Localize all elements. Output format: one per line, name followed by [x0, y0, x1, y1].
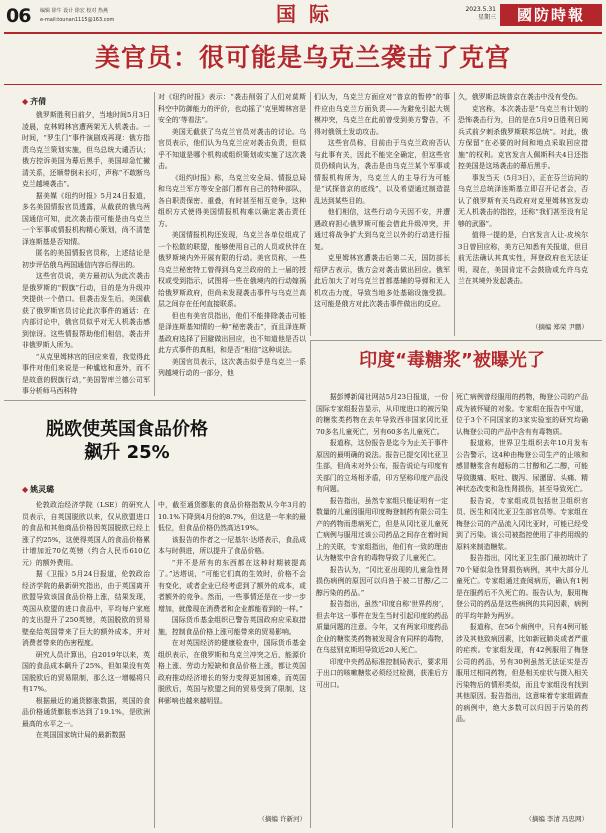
- story1-column-3: [314, 92, 450, 336]
- column-divider: [154, 92, 155, 396]
- contact-email: e-mail:tounan1115@163.com: [40, 17, 115, 23]
- paragraph: 这些官员称，目前由于乌克兰政府否认与此事有关，因此不能完全确定，但这些官员仍倾向认为，袭击是由乌克兰某个军事或情报机构所为，乌克兰人的主导行为可能是“试探普京的底线”，以及希望通过制造混乱达到某些目的。: [314, 139, 450, 205]
- paragraph: 印度中央药品标准控制局表示，要求用于出口的咳嗽糖浆必须经过检测，获准后方可出口。: [316, 657, 448, 689]
- paragraph: 研究人员计算出，自2019年以来，英国的食品成本飙升了25%，但如果没有英国脱欧后的贸易限制，那么这一增幅将只有17%。: [22, 650, 150, 693]
- paragraph: 伦敦政治经济学院（LSE）的研究人员表示，自英国脱欧以来，仅从欧盟进口的食品和其他商品价格因英国脱欧已经上涨了约25%，这使得英国人的食品价格累计增加近70亿英镑（约合人民币610亿元）的额外费用。: [22, 501, 150, 567]
- column-divider: [154, 500, 155, 828]
- story1-column-1: [22, 110, 150, 396]
- paragraph: 报告指出，虽然“印度自称‘世界药房’，但去年这一事件在发生当时引起印度的药品质量问题的注意。今年，又有两家印度药品企业的糖浆类药物被发现含有同样的毒物，在乌兹别克斯坦导致近20人死亡。: [316, 600, 448, 654]
- story3-column-2: [456, 392, 588, 812]
- paragraph: “从克里姆林宫的回应来看，我觉得此事件对他们来说是一种尴尬和意外，而不是故意的假旗行动，”美国智库兰德公司军事分析师马西科特: [22, 352, 150, 395]
- editor-credits: 编辑 徐牛 设计 徐宏 校对 热燕: [40, 8, 108, 14]
- section-title: 国 际: [276, 2, 332, 26]
- paragraph: 死亡病例曾经服用的药物，梅登公司的产品成为被怀疑的对象。专家组在报告中写道，位于3个不同国家的3家实验室的研究均确认梅登公司的产品中含有有毒物质。: [456, 393, 588, 436]
- section-divider: [4, 400, 306, 401]
- story1-credit: （摘编 郑荣 尹鹏）: [531, 323, 588, 331]
- story3-headline: 印度“毒糖浆”被曝光了: [359, 350, 545, 371]
- byline-bullet-icon: ◆: [22, 97, 29, 106]
- masthead-rule: [4, 32, 602, 34]
- paragraph: 对《纽约时报》表示：“袭击削弱了人们对莫斯科空中防御能力的评价，也动摇了‘克里姆林宫是安全的’等看法”。: [158, 93, 306, 124]
- story2-headline-line1: 脱欧使英国食品价格: [46, 419, 208, 440]
- paragraph: 国际货币基金组织已警告英国政府应采取措施，控制食品价格上涨可能带来的贸易影响。: [158, 616, 306, 636]
- story2-headline: [22, 418, 232, 464]
- paragraph: 该报告的作者之一尼基尔·达塔表示，食品成本与时俱进，所以提升了食品价格。: [158, 535, 306, 555]
- paragraph: 报告说，专家组成员包括世卫组织官员、医生和冈比亚卫生部官员等。专家组在梅登公司的产品流入冈比亚时，可能已经受到了污染。该公司被指控使用了非药用级的原料来制造糖浆。: [456, 496, 588, 551]
- newspaper-logo: 國防時報: [500, 4, 602, 26]
- paragraph: 据美媒《纽约时报》5月24日报道，多名美国情报官员透露，从截获的俄乌两国通信可知，此次袭击很可能是由乌克兰一个军事或情报机构精心策划，尚不清楚泽连斯基是否知情。: [22, 191, 150, 246]
- paragraph: 们认为，乌克兰方面应对“普京的暂停”的事件应由乌克兰方面负责——为避免引起大规模冲突，乌克兰在此前曾受到美方警告，不得对俄领土发动攻击。: [314, 93, 450, 136]
- story1-column-2: [158, 92, 306, 396]
- paragraph: 据《卫报》5月24日报道，伦敦政治经济学院的最新研究指出，由于英国离开欧盟导致该国食品价格上涨，结果发现，英国从欧盟的进口食品中，平均每户家庭的支出提升了250英镑，英国脱欧的贸易壁垒给英国带来了巨大的额外成本，并对消费者带来的伤害程度。: [22, 570, 150, 647]
- paragraph: 根据最近的通货膨胀数据，英国的食品价格通货膨胀率达到了19.1%，是欧洲最高的水平之一。: [22, 696, 150, 728]
- paragraph: “并不是所有的东西都在这种时期被提高了。”达塔说，“可能它们真的生效时，价格不会有变化，或者企业已经考虑到了额外的成本，或者额外的竞争。然而，一些事情还是在一步一步增加，就像现在消费者和企业都能看到的一样。”: [158, 558, 306, 613]
- paragraph: 克宫称，本次袭击是“乌克兰有计划的恐怖袭击行为，目的是在5月9日胜利日阅兵式前夕刺杀俄罗斯联邦总统”。对此，俄方保留“在必要的时间和地点采取回应措施”的权利。克宫发言人佩斯科夫4日还指控美国是这场袭击的幕后黑手。: [458, 104, 588, 170]
- paragraph: 美国无截获了乌克兰官员对袭击的讨论。乌官员表示，他们认为乌克兰应对袭击负责，但似乎不知道是哪个机构或组织策划或实施了这次袭击。: [158, 127, 306, 170]
- column-divider: [310, 340, 311, 828]
- paragraph: 美国官员表示，这次袭击似乎是乌克兰一系列越境行动的一部分，他: [158, 357, 306, 377]
- paragraph: 中，截至通货膨胀的食品价格指数从今年3月的10.1%下降到4月份的8.7%，但这是一年来的最低位，但食品价格仍然高达19%。: [158, 501, 306, 532]
- main-headline: 美官员：很可能是乌克兰袭击了克宫: [94, 43, 511, 72]
- story2-headline-line2: 飙升 25%: [84, 442, 170, 463]
- paragraph: 俄罗斯胜利日前夕，当地时间5月3日凌晨，克林姆林宫遭两架无人机袭击。一时间，“罗生门”事件演剧戏再现：俄方指责乌克兰策划实施，但乌总统大谴否认；俄方控诉美国为幕后黑手，美国却急忙撇清关系，还顺带倒未长叮，声称“不敢断乌克兰越境袭击”。: [22, 111, 150, 188]
- story2-column-2: [158, 500, 306, 812]
- section-divider: [310, 340, 602, 341]
- paragraph: 事发当天（5月3日），正在芬兰访问的乌克兰总统泽连斯基立即召开记者会，否认了俄罗斯有关乌政府对克里姆林宫发动无人机袭击的指控，还称“我们甚至没有足够的武器”。: [458, 173, 588, 228]
- paragraph: 克里姆林宫遭袭击后第二天，国防部长绍伊古表示，俄方会对袭击做出回应。俄军此后加大了对乌克兰首都基辅的导弹和无人机攻击力度，导致当地多处基础设施受损。这可能是俄方对此次袭击事件做出的反应。: [314, 254, 450, 308]
- paragraph: 匿名的美国情报官员称，上述结论是初步评估俄乌两国通信内容后得出的。: [22, 249, 150, 269]
- story1-author: 齐倩: [30, 97, 47, 106]
- paragraph: 在对英国经济的健康检查中，国际货币基金组织表示，在俄罗斯和乌克兰冲突之后，能源价格上涨、劳动力短缺和食品价格上涨，都让英国政府推动经济增长的努力变得更加困难，而英国脱欧后，英国与欧盟之间的贸易受到了限制，这种影响也越来越明显。: [158, 639, 306, 705]
- paragraph: 据彭博新闻社网站5月23日报道，一份国际专家组报告显示，从印度进口的被污染的糖浆类药物在去年导致西非国家冈比亚70多名儿童死亡，另有60多名儿童死亡。: [316, 393, 448, 436]
- paragraph: 《纽约时报》称，乌克兰安全局、情报总局和乌克兰军方等安全部门都有自己的特种部队，各自职责保密、重叠，有时甚至相互竞争，这种组织方式使得美国情报机构难以确定袭击责任方。: [158, 173, 306, 228]
- story1-column-4: [458, 92, 588, 324]
- story2-byline: [22, 485, 54, 495]
- story2-credit: （摘编 许新河）: [258, 815, 306, 823]
- story1-byline: [22, 97, 46, 107]
- paragraph: 美国情报机构还发现，乌克兰各单位组成了一个松散的联盟，能够使用自己的人员或伙伴在俄罗斯境内外开展有限的行动。美官员称，一些乌克兰秘密特工曾得到乌克兰政府的上一届的授权或受到指示，试图将一些在俄境内的行动嫁祸给俄罗斯政府，但尚未发现袭击事件与乌克兰高层之间存在任何直接联系。: [158, 231, 306, 308]
- paragraph: 这些官员说，美方最初认为此次袭击是俄罗斯的“假旗”行动，目的是为升级冲突提供一个借口。但袭击发生后，美国截获了俄罗斯官员讨论此次事件的通话：在内部讨论中，俄官员似乎对无人机袭击感到惊讶。这些情报帮助他们相信，袭击并非俄罗斯人所为。: [22, 272, 150, 349]
- paragraph: 在英国国家统计局的最新数据: [35, 731, 126, 739]
- story3-column-1: [316, 392, 448, 828]
- paragraph: 久，俄罗斯总统普京在袭击中没有受伤。: [458, 93, 583, 101]
- column-divider: [310, 92, 311, 336]
- paragraph: 报告指出，虽然专家组只能证明有一定数量的儿童因服用印度梅登制药有限公司生产的药物而患病死亡，但是从冈比亚儿童死亡病例与服用过该公司药品之间存在着时间上的关联，专家组指出，他们有一致的理由认为糖浆中含有的毒物导致了儿童死亡。: [316, 496, 448, 562]
- paragraph: 报道称，在56个病例中，只有4例可能涉及其他致病因素，比如新冠肺炎或者严重的疟疾。专家组发现，有42例服用了梅登公司的药品，另有30例虽然无法证实是否服用过相同药物，但是相关症状与摄入相关污染物后的情形类似，而且专家组没有找到其他原因。报告指出，这意味着专家组调查的病例中，绝大多数可以归因于污染的药品。: [456, 623, 588, 723]
- story2-column-1: [22, 500, 150, 828]
- paragraph: 但也有美官员指出，他们不能排除袭击可能是泽连斯基知情的一种“秘密袭击”，而且泽连斯基政府选择了回避做出回应，也不知道他是否以此方式事件的真相，和是否“相信”这种说法。: [158, 311, 306, 354]
- headline-rule: [4, 84, 602, 85]
- paragraph: 报告指出，冈比亚卫生部门最初统计了70个疑似急性肾损伤病例，其中大部分儿童死亡。专家组通过查阅病历，确认有1例是在服药后不久死亡的。报告认为，服用梅登公司的药品是这些病例的共同因素，病例的平均年龄为两岁。: [456, 554, 588, 620]
- story3-credit: （摘编 李清 冯忠网）: [525, 815, 588, 823]
- issue-weekday: 星期三: [477, 14, 496, 21]
- byline-bullet-icon: ◆: [22, 485, 29, 494]
- paragraph: 报道称，这份报告是迄今为止关于事件原因的最明确的说法。报告已提交冈比亚卫生部，但尚未对外公布，报告说论与印度有关部门的立场相矛盾，印方坚称印度产品没有问题。: [316, 439, 448, 493]
- masthead: [0, 0, 606, 34]
- page-number: 06: [6, 5, 31, 27]
- paragraph: 他们相信，这些行动今天因不安，并遭遇政府担心俄罗斯可能会借此升级冲突，并通过将战争扩大到乌克兰以外的行动进行报复。: [314, 208, 450, 251]
- story2-author: 姚灵璐: [30, 485, 55, 494]
- paragraph: 报道称，世界卫生组织去年10月发布公告警示，这4种由梅登公司生产的止咳和感冒糖浆含有超标的二甘醇和乙二醇，可能导致腹痛、呕吐、腹泻、尿潴留、头痛、精神状态改变和急性肾损伤，甚至导致死亡。: [456, 439, 588, 493]
- paragraph: 报告认为，“冈比亚出现的儿童急性肾损伤病例的原因可以归咎于被二甘醇/乙二醇污染的药品。”: [316, 565, 448, 597]
- paragraph: 值得一提的是，白宫发言人让-皮埃尔3日曾回应称，美方已知悉有关报道，但目前无法确认其真实性，拜登政府也无法证明，现在，美国肯定不会鼓励或允许乌克兰在其境外发起袭击。: [458, 231, 588, 285]
- issue-date: 2023.5.31: [465, 6, 496, 13]
- column-divider: [454, 92, 455, 336]
- column-divider: [452, 392, 453, 828]
